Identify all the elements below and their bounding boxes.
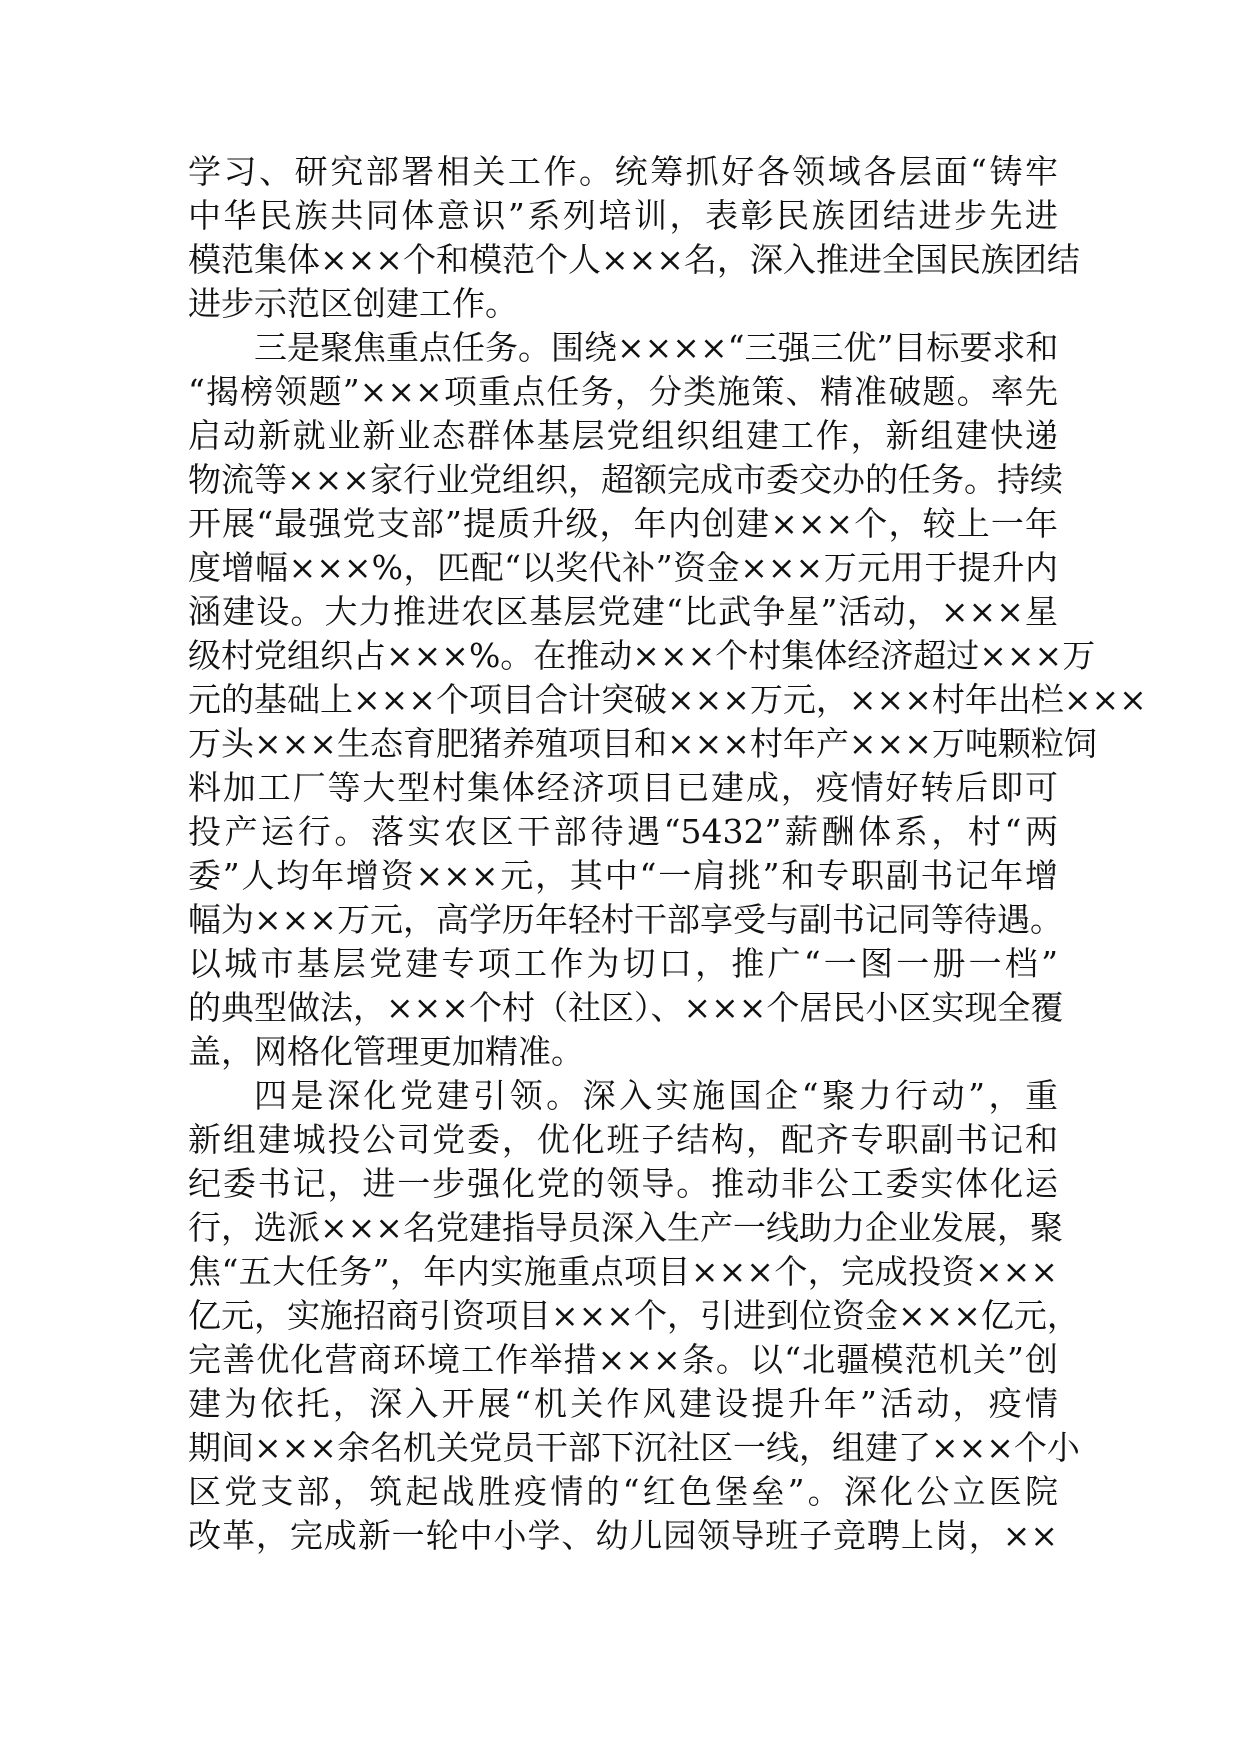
text-line: 以城市基层党建专项工作为切口，推广“一图一册一档” — [188, 944, 1058, 983]
text-line: 纪委书记，进一步强化党的领导。推动非公工委实体化运 — [188, 1164, 1058, 1203]
text-line: 行，选派×××名党建指导员深入生产一线助力企业发展，聚 — [188, 1208, 1063, 1247]
text-line: 幅为×××万元，高学历年轻村干部享受与副书记同等待遇。 — [188, 900, 1063, 939]
text-line: 物流等×××家行业党组织，超额完成市委交办的任务。持续 — [188, 460, 1063, 499]
text-line: 投产运行。落实农区干部待遇“5432”薪酬体系，村“两 — [188, 812, 1058, 851]
text-line: 度增幅×××%，匹配“以奖代补”资金×××万元用于提升内 — [188, 548, 1058, 587]
text-line: 的典型做法，×××个村（社区）、×××个居民小区实现全覆 — [188, 988, 1064, 1027]
text-line: 区党支部，筑起战胜疫情的“红色堡垒”。深化公立医院 — [188, 1472, 1058, 1511]
text-line: 级村党组织占×××%。在推动×××个村集体经济超过×××万 — [188, 636, 1096, 675]
text-line: 改革，完成新一轮中小学、幼儿园领导班子竞聘上岗，×× — [188, 1516, 1058, 1555]
text-line: 开展“最强党支部”提质升级，年内创建×××个，较上一年 — [188, 504, 1058, 543]
text-line: 元的基础上×××个项目合计突破×××万元，×××村年出栏××× — [188, 680, 1147, 719]
paragraph-first-line: 四是深化党建引领。深入实施国企“聚力行动”，重 — [254, 1076, 1058, 1115]
text-line: 盖，网格化管理更加精准。 — [188, 1032, 584, 1071]
text-line: “揭榜领题”×××项重点任务，分类施策、精准破题。率先 — [188, 372, 1058, 411]
text-line: 完善优化营商环境工作举措×××条。以“北疆模范机关”创 — [188, 1340, 1058, 1379]
text-line: 焦“五大任务”，年内实施重点项目×××个，完成投资××× — [188, 1252, 1058, 1291]
text-line: 新组建城投公司党委，优化班子结构，配齐专职副书记和 — [188, 1120, 1058, 1159]
text-line: 建为依托，深入开展“机关作风建设提升年”活动，疫情 — [188, 1384, 1058, 1423]
text-line: 万头×××生态育肥猪养殖项目和×××村年产×××万吨颗粒饲 — [188, 724, 1097, 763]
paragraph-first-line: 三是聚焦重点任务。围绕××××“三强三优”目标要求和 — [254, 328, 1059, 367]
text-line: 料加工厂等大型村集体经济项目已建成，疫情好转后即可 — [188, 768, 1058, 807]
text-line: 期间×××余名机关党员干部下沉社区一线，组建了×××个小 — [188, 1428, 1080, 1467]
text-line: 中华民族共同体意识”系列培训，表彰民族团结进步先进 — [188, 196, 1058, 235]
text-line: 模范集体×××个和模范个人×××名，深入推进全国民族团结 — [188, 240, 1080, 279]
text-line: 涵建设。大力推进农区基层党建“比武争星”活动，×××星 — [188, 592, 1058, 631]
text-line: 委”人均年增资×××元，其中“一肩挑”和专职副书记年增 — [188, 856, 1058, 895]
text-line: 进步示范区创建工作。 — [188, 284, 518, 323]
text-line: 学习、研究部署相关工作。统筹抓好各领域各层面“铸牢 — [188, 152, 1058, 191]
document-body-text — [188, 150, 1147, 1558]
text-line: 亿元，实施招商引资项目×××个，引进到位资金×××亿元， — [188, 1296, 1080, 1335]
text-line: 启动新就业新业态群体基层党组织组建工作，新组建快递 — [188, 416, 1058, 455]
